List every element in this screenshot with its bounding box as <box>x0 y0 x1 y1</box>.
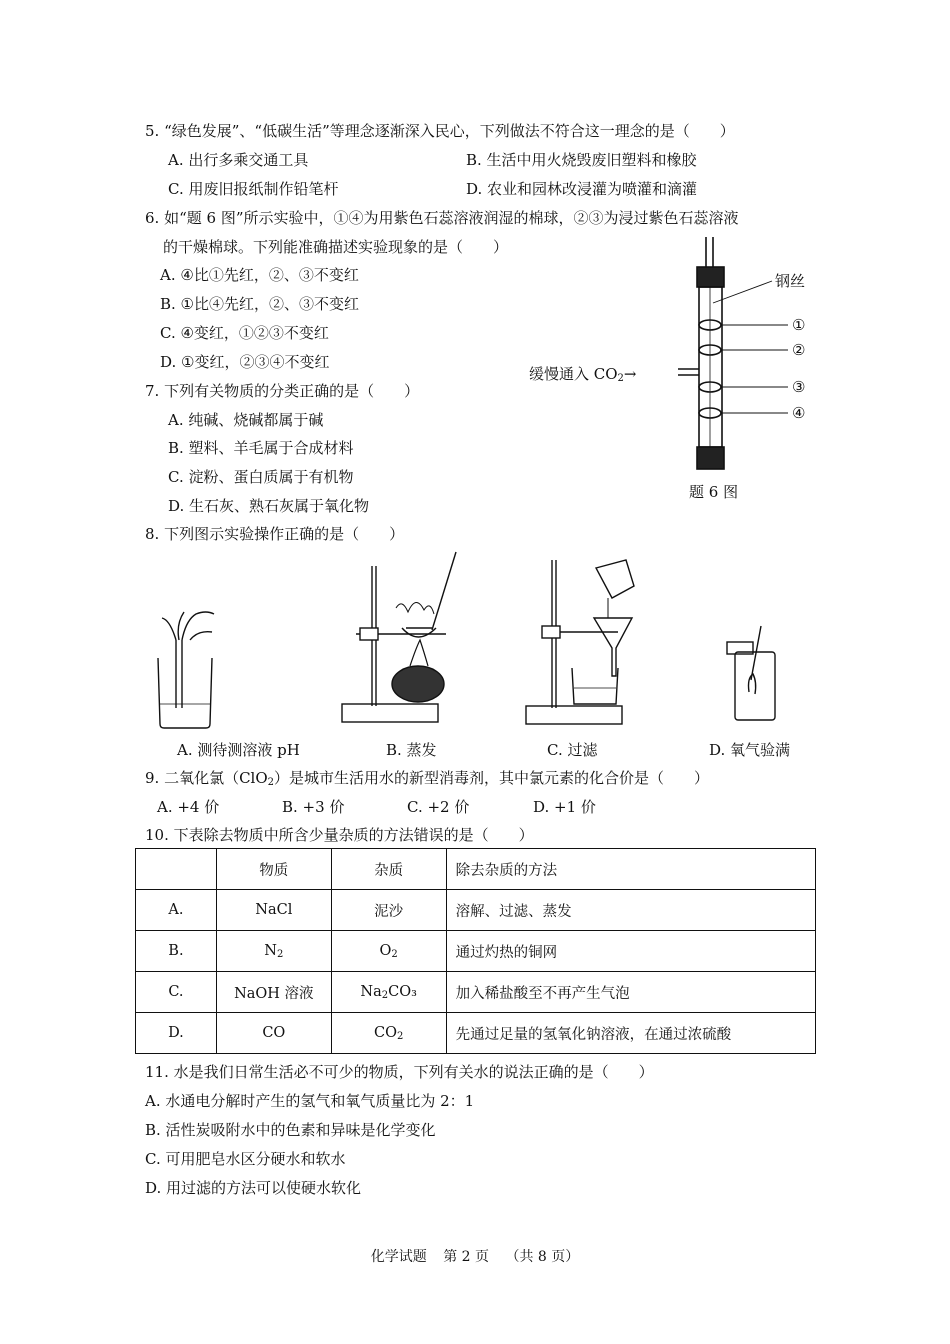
page-footer <box>0 1246 950 1266</box>
row-label: B. <box>136 931 217 972</box>
q9-option-c: C. +2 价 <box>407 798 470 816</box>
footer-total: （共 8 页） <box>505 1249 580 1265</box>
row-method: 溶解、过滤、蒸发 <box>446 890 815 931</box>
q6-marker-2: ② <box>792 341 806 359</box>
row-label: A. <box>136 890 217 931</box>
q8-figure-d-gas-test <box>725 622 785 727</box>
row-impurity: $CO_2$ <box>331 1013 446 1054</box>
table-row <box>136 931 816 972</box>
q8-figure-a-beaker <box>150 600 230 730</box>
q6-inlet-label: 缓慢通入 $CO_2\to$ <box>529 365 637 384</box>
table-header-cell: 物质 <box>216 849 331 890</box>
footer-page: 第 2 页 <box>443 1249 489 1265</box>
row-method: 通过灼热的铜网 <box>446 931 815 972</box>
q9-option-a: A. +4 价 <box>157 798 220 816</box>
q11-option-a: A. 水通电分解时产生的氢气和氧气质量比为 2：1 <box>145 1092 475 1110</box>
table-row <box>136 890 816 931</box>
q10-table <box>135 848 816 1054</box>
q8-caption-c: C. 过滤 <box>547 741 598 759</box>
q6-marker-3: ③ <box>792 378 806 396</box>
q6-marker-4: ④ <box>792 404 806 422</box>
row-method: 加入稀盐酸至不再产生气泡 <box>446 972 815 1013</box>
q8-stem: 8. 下列图示实验操作正确的是（ ） <box>145 525 405 543</box>
q6-option-d: D. ①变红，②③④不变红 <box>160 353 330 371</box>
row-impurity: $O_2$ <box>331 931 446 972</box>
q7-option-c: C. 淀粉、蛋白质属于有机物 <box>168 468 354 486</box>
q9-option-b: B. +3 价 <box>282 798 345 816</box>
q8-figure-b-evaporation <box>336 548 466 728</box>
q7-stem: 7. 下列有关物质的分类正确的是（ ） <box>145 382 420 400</box>
q5-option-c: C. 用废旧报纸制作铅笔杆 <box>168 180 339 198</box>
table-header-cell <box>136 849 217 890</box>
q6-option-c: C. ④变红，①②③不变红 <box>160 324 329 342</box>
row-label: D. <box>136 1013 217 1054</box>
q5-option-a: A. 出行多乘交通工具 <box>168 151 309 169</box>
row-substance: $N_2$ <box>216 931 331 972</box>
row-impurity: 泥沙 <box>331 890 446 931</box>
q7-option-a: A. 纯碱、烧碱都属于碱 <box>168 411 324 429</box>
q8-caption-a: A. 测待测溶液 pH <box>177 741 300 759</box>
q6-stem-line2: 的干燥棉球。下列能准确描述实验现象的是（ ） <box>163 238 509 256</box>
row-substance: NaOH 溶液 <box>216 972 331 1013</box>
q10-stem: 10. 下表除去物质中所含少量杂质的方法错误的是（ ） <box>145 826 534 844</box>
table-row <box>136 1013 816 1054</box>
q7-option-d: D. 生石灰、熟石灰属于氧化物 <box>168 497 370 515</box>
table-header-cell: 除去杂质的方法 <box>446 849 815 890</box>
table-header-cell: 杂质 <box>331 849 446 890</box>
q9-option-d: D. +1 价 <box>533 798 596 816</box>
q6-option-b: B. ①比④先红，②、③不变红 <box>160 295 360 313</box>
row-substance: NaCl <box>216 890 331 931</box>
q6-figure-caption: 题 6 图 <box>689 483 739 501</box>
q11-option-d: D. 用过滤的方法可以使硬水软化 <box>145 1179 362 1197</box>
q6-option-a: A. ④比①先红，②、③不变红 <box>160 266 359 284</box>
row-impurity: $Na_2CO_3$ <box>331 972 446 1013</box>
footer-subject: 化学试题 <box>370 1249 427 1265</box>
table-header-row <box>136 849 816 890</box>
q6-stem-line1: 6. 如“题 6 图”所示实验中，①④为用紫色石蕊溶液润湿的棉球，②③为浸过紫色石蕊溶液 <box>145 209 739 227</box>
q6-marker-1: ① <box>792 316 806 334</box>
q11-stem: 11. 水是我们日常生活必不可少的物质，下列有关水的说法正确的是（ ） <box>145 1063 654 1081</box>
row-substance: CO <box>216 1013 331 1054</box>
q8-caption-d: D. 氧气验满 <box>709 741 791 759</box>
q8-figure-c-filtration <box>520 556 650 731</box>
q5-stem: 5. “绿色发展”、“低碳生活”等理念逐渐深入民心，下列做法不符合这一理念的是（ ） <box>145 122 735 140</box>
row-label: C. <box>136 972 217 1013</box>
q8-caption-b: B. 蒸发 <box>386 741 437 759</box>
row-method: 先通过足量的氢氧化钠溶液，在通过浓硫酸 <box>446 1013 815 1054</box>
q5-option-b: B. 生活中用火烧毁废旧塑料和橡胶 <box>466 151 697 169</box>
q6-wire-label: 钢丝 <box>775 272 806 290</box>
table-row <box>136 972 816 1013</box>
q5-option-d: D. 农业和园林改浸灌为喷灌和滴灌 <box>466 180 698 198</box>
q11-option-c: C. 可用肥皂水区分硬水和软水 <box>145 1150 346 1168</box>
q7-option-b: B. 塑料、羊毛属于合成材料 <box>168 439 354 457</box>
q11-option-b: B. 活性炭吸附水中的色素和异味是化学变化 <box>145 1121 436 1139</box>
q9-stem: 9. 二氧化氯（ClO$_2$）是城市生活用水的新型消毒剂，其中氯元素的化合价是（ ） <box>145 769 710 788</box>
